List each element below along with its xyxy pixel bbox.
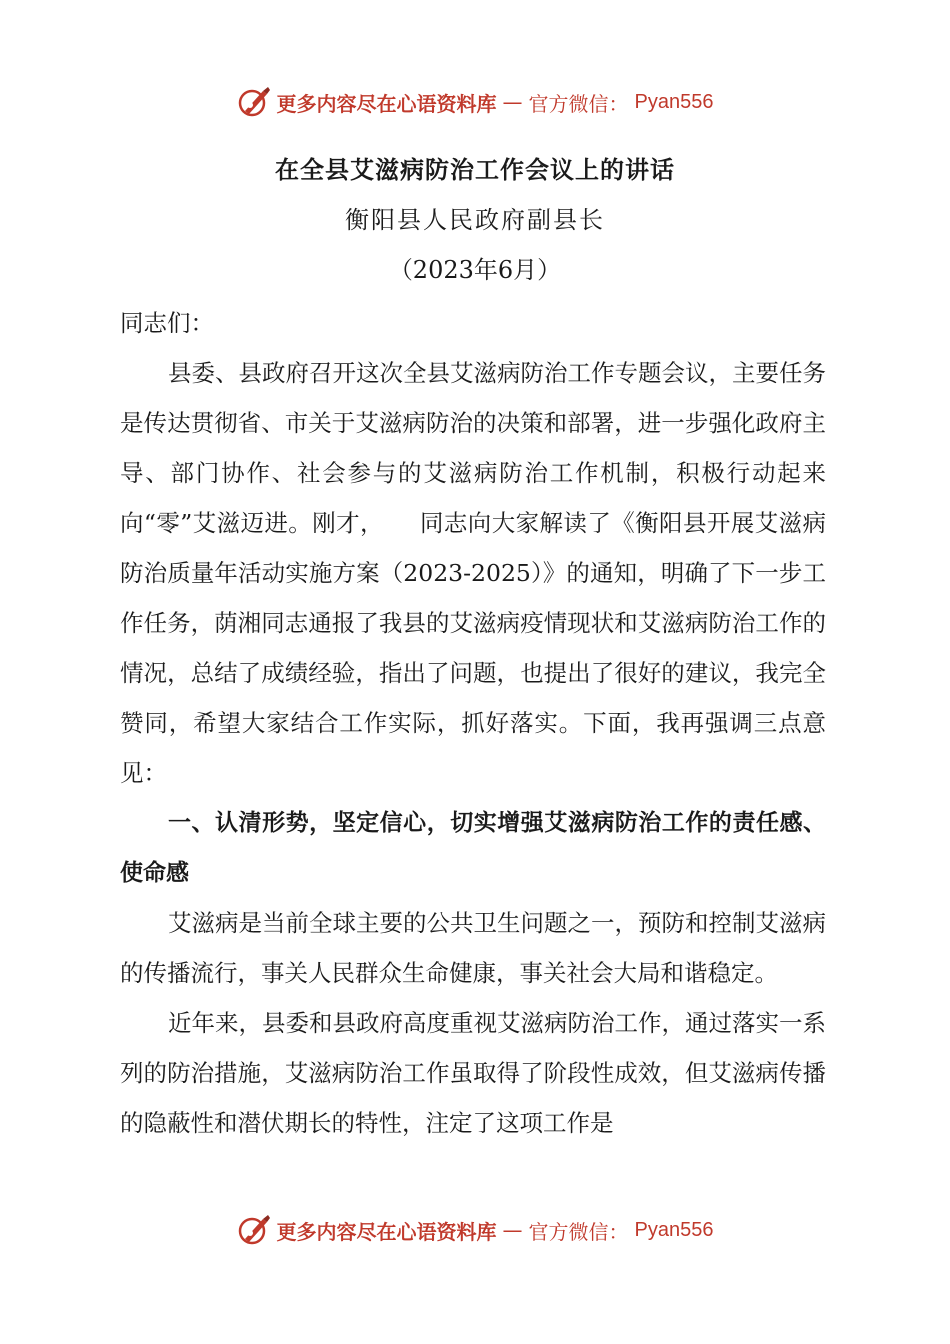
watermark-footer [0,1210,950,1250]
watermark-main-text: 更多内容尽在心语资料库 [276,1219,497,1244]
paragraph-2: 艾滋病是当前全球主要的公共卫生问题之一，预防和控制艾滋病的传播流行，事关人民群众生命健康，事关社会大局和谐稳定。 [120,909,826,987]
watermark-main-text: 更多内容尽在心语资料库 [276,91,497,116]
document-title: 在全县艾滋病防治工作会议上的讲话 [275,155,675,184]
watermark-header [0,82,950,122]
pen-logo-icon [237,1213,271,1247]
pen-logo-icon [237,85,271,119]
document-author: 衡阳县人民政府副县长 [345,206,605,234]
salutation: 同志们： [120,309,214,337]
section-heading-1: 一、认清形势，坚定信心，切实增强艾滋病防治工作的责任感、使命感 [120,810,826,886]
watermark-sub-text: 官方微信： [528,91,629,116]
paragraph-3: 近年来，县委和县政府高度重视艾滋病防治工作，通过落实一系列的防治措施，艾滋病防治工作虽取得了阶段性成效，但艾滋病传播的隐蔽性和潜伏期长的特性，注定了这项工作是 [120,1009,826,1137]
watermark-sub-text: 官方微信： [528,1219,629,1244]
watermark-wechat-id: Pyan556 [634,90,714,113]
document-date: （2023年6月） [388,256,562,284]
watermark-wechat-id: Pyan556 [634,1218,714,1241]
document-body [120,298,826,1148]
watermark-dash: — [502,1218,523,1242]
watermark-dash: — [502,90,523,114]
paragraph-1: 县委、县政府召开这次全县艾滋病防治工作专题会议，主要任务是传达贯彻省、市关于艾滋病防治的决策和部署，进一步强化政府主导、部门协作、社会参与的艾滋病防治工作机制，积极行动起来向“零”艾滋迈进。刚才， 同志向大家解读了《衡阳县开展艾滋病防治质量年活动实施方案（2023-2025）》的通知，明确了下一步工作任务，荫湘同志通报了我县的艾滋病疫情现状和艾滋病防治工作的情况，总结了成绩经验，指出了问题，也提出了很好的建议，我完全赞同，希望大家结合工作实际，抓好落实。下面，我再强调三点意见： [120,359,826,787]
